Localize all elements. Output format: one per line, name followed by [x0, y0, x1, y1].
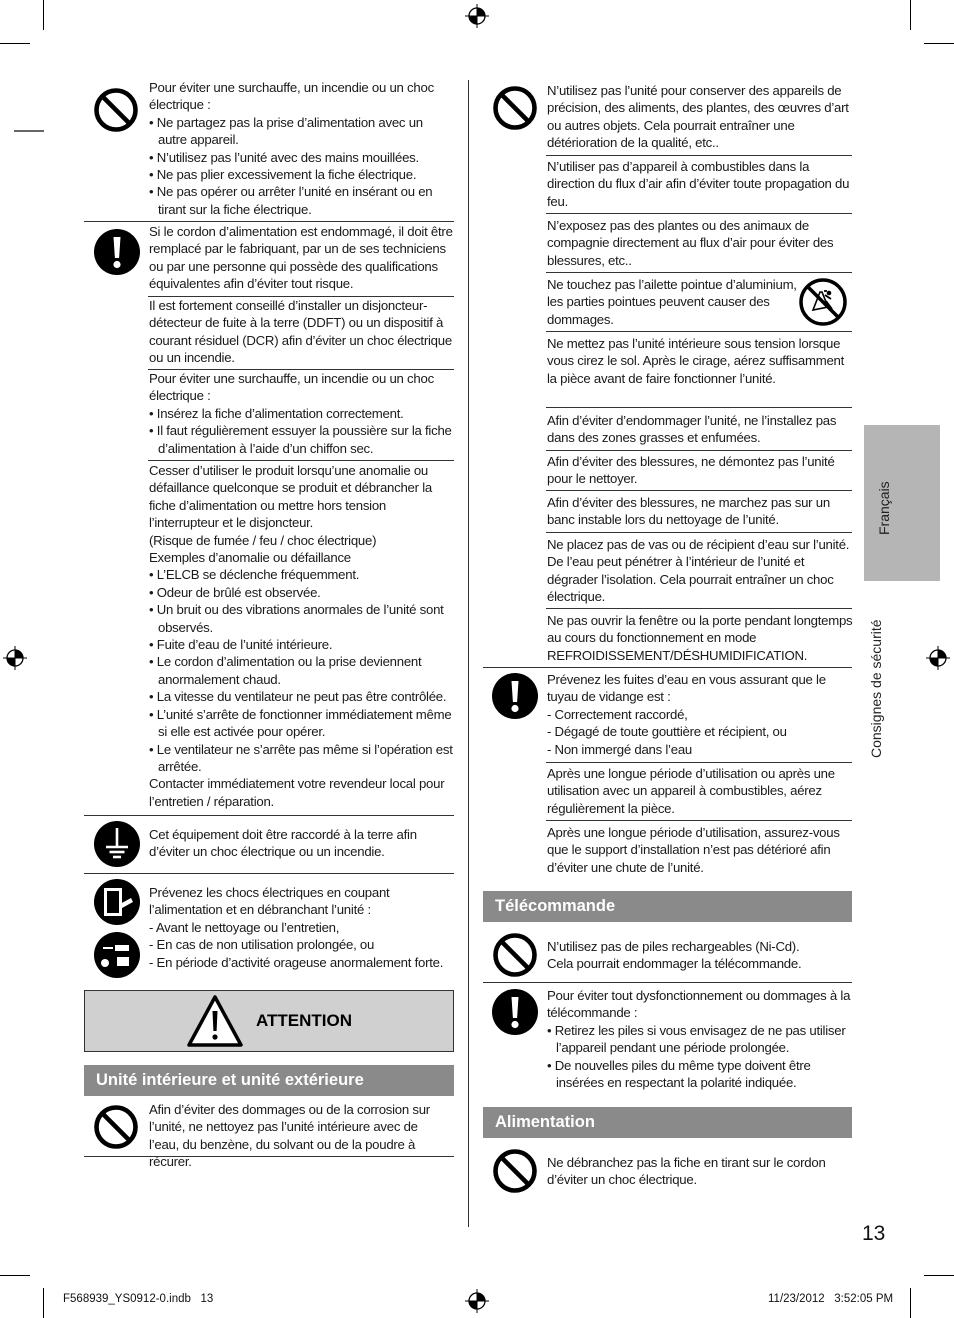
warning-text [149, 462, 454, 810]
crop-mark [43, 0, 44, 30]
divider [546, 532, 852, 533]
caution-text: Afin d’éviter des blessures, ne démontez pas l’unité pour le nettoyer. [547, 454, 835, 487]
bullet-item: • L’ELCB se déclenche fréquemment. [149, 567, 360, 583]
body-text: N’utilisez pas de piles rechargeables (Ni-Cd). [547, 939, 800, 954]
warning-text: Si le cordon d’alimentation est endommagé, il doit être remplacé par le fabriquant, par un de ses techniciens ou par une personne qui possède des qualifications équivalentes afin d’éviter tout risque. [149, 224, 453, 292]
warning-triangle-icon [186, 994, 244, 1048]
crop-mark [924, 43, 954, 44]
intro-text: Pour éviter tout dysfonctionnement ou dommages à la télécommande : [547, 988, 851, 1021]
caution-text: Afin d’éviter d’endommager l’unité, ne l’installez pas dans des zones grasses et enfumées. [547, 413, 837, 446]
bullet-item: • Le ventilateur ne s’arrête pas même si l’opération est arrêtée. [149, 741, 453, 774]
divider [148, 460, 454, 461]
side-tab-lang: Français [876, 481, 892, 535]
divider [84, 815, 454, 816]
section-header: Télécommande [483, 891, 852, 922]
bullet-item: • Odeur de brûlé est observée. [149, 584, 321, 600]
unplug-icon [93, 931, 141, 979]
intro-text: Prévenez les fuites d’eau en vous assurant que le tuyau de vidange est : [547, 672, 826, 705]
ground-icon [93, 820, 141, 868]
section-header: Unité intérieure et unité extérieure [84, 1065, 454, 1096]
divider [84, 221, 454, 222]
bullet-item: • N’utilisez pas l’unité avec des mains mouillées. [149, 149, 419, 165]
caution-text: N’exposez pas des plantes ou des animaux de compagnie directement au flux d’air pour éviter des blessures, etc.. [547, 218, 834, 268]
bullet-item: • Fuite d’eau de l’unité intérieure. [149, 637, 333, 653]
caution-text: Ne débranchez pas la fiche en tirant sur le cordon d’éviter un choc électrique. [547, 1155, 826, 1188]
caution-text: Ne placez pas de vas ou de récipient d’eau sur l’unité. De l’eau peut pénétrer à l’intérieur de l’unité et dégrader l’isolation. Cela pourrait entraîner un choc électrique. [547, 537, 850, 605]
margin-dash [14, 130, 44, 132]
caution-text: Après une longue période d’utilisation, assurez-vous que le support d’installation n’est pas détérioré afin d’éviter une chute de l’unité. [547, 825, 840, 875]
bullet-item: • L’unité s’arrête de fonctionner immédiatement même si elle est activée pour opérer. [149, 706, 452, 740]
bullet-item: • Ne partagez pas la prise d’alimentation avec un autre appareil. [149, 114, 423, 148]
crop-mark [910, 1288, 911, 1318]
prohibition-icon [491, 931, 539, 979]
registration-mark-icon [3, 646, 27, 670]
page-number: 13 [862, 1222, 886, 1245]
divider [546, 450, 852, 451]
divider [84, 1156, 454, 1157]
prohibition-icon [491, 1147, 539, 1195]
list-line: - Correctement raccordé, [547, 706, 688, 722]
prohibition-icon [92, 86, 140, 134]
list-line: - Dégagé de toute gouttière et récipient, ou [547, 724, 787, 740]
list-line: - En cas de non utilisation prolongée, ou [149, 937, 375, 953]
warning-text [149, 370, 454, 457]
divider [84, 873, 454, 874]
bullet-item: • Ne pas opérer ou arrêter l’unité en insérant ou en tirant sur la fiche électrique. [149, 184, 433, 217]
body-text: (Risque de fumée / feu / choc électrique) [149, 532, 377, 548]
body-text: Exemples d’anomalie ou défaillance [149, 550, 351, 566]
caution-text: Ne mettez pas l’unité intérieure sous tension lorsque vous cirez le sol. Après le cirage, aérez suffisamment la pièce avant de faire fonctionner l’unité. [547, 336, 845, 386]
divider [483, 667, 852, 668]
registration-mark-icon [926, 646, 950, 670]
registration-mark-icon [465, 4, 489, 28]
divider [546, 490, 852, 491]
caution-text: Afin d’éviter des dommages ou de la corrosion sur l’unité, ne nettoyez pas l’unité intérieure avec de l’eau, du benzène, du solvant ou de la poudre à récurer. [149, 1102, 430, 1170]
divider [546, 608, 852, 609]
caution-text: Ne touchez pas l’ailette pointue d’aluminium, les parties pointues peuvent causer des dommages. [547, 277, 797, 327]
warning-text [149, 884, 449, 971]
unplug-icon [93, 878, 141, 926]
side-tab-section: Consignes de sécurité [868, 619, 884, 758]
prohibition-icon [491, 84, 539, 132]
warning-text [149, 79, 455, 218]
caution-text: Afin d’éviter des blessures, ne marchez pas sur un banc instable lors du nettoyage de l’unité. [547, 495, 830, 528]
divider [546, 155, 852, 156]
caution-text: Après une longue période d’utilisation ou après une utilisation avec un appareil à combustibles, aérez régulièrement la pièce. [547, 766, 835, 816]
divider [483, 982, 852, 983]
body-text: Cela pourrait endommager la télécommande. [547, 956, 802, 972]
column-divider [468, 80, 469, 1227]
bullet-item: • La vitesse du ventilateur ne peut pas être contrôlée. [149, 689, 447, 705]
divider [546, 762, 852, 763]
bullet-item: • Ne pas plier excessivement la fiche électrique. [149, 167, 417, 183]
divider [546, 407, 852, 408]
footer-file: F568939_YS0912-0.indb 13 [63, 1293, 214, 1305]
intro-text: Prévenez les chocs électriques en coupant l’alimentation et en débranchant l’unité : [149, 885, 390, 918]
mandatory-icon [491, 672, 539, 720]
caution-text [547, 938, 853, 973]
caution-text: N’utiliser pas d’appareil à combustibles dans la direction du flux d’air afin d’éviter toute propagation du feu. [547, 159, 850, 209]
caution-text: Ne pas ouvrir la fenêtre ou la porte pendant longtemps au cours du fonctionnement en mode REFROIDISSEMENT/DÉSHUMIDIFICATION. [547, 613, 853, 663]
crop-mark [910, 0, 911, 30]
warning-text: Il est fortement conseillé d’installer un disjoncteur-détecteur de fuite à la terre (DDFT) ou un dispositif à courant résiduel (DCR) afin d’éviter un choc électrique ou un incendie. [149, 298, 452, 366]
divider [546, 331, 852, 332]
bullet-item: • Retirez les piles si vous envisagez de ne pas utiliser l’appareil pendant une période prolongée. [547, 1022, 846, 1056]
intro-text: Pour éviter une surchauffe, un incendie ou un choc électrique : [149, 80, 434, 113]
footer-date: 11/23/2012 3:52:05 PM [768, 1293, 894, 1305]
divider [546, 820, 852, 821]
crop-mark [0, 43, 30, 44]
prohibition-icon [92, 1103, 140, 1151]
attention-label: ATTENTION [256, 1011, 353, 1030]
body-text: Cesser d’utiliser le produit lorsqu’une anomalie ou défaillance quelconque se produit et débrancher la fiche d’alimentation ou mettre hors tension l’interrupteur et le disjoncteur. [149, 463, 432, 531]
intro-text: Pour éviter une surchauffe, un incendie ou un choc électrique : [149, 371, 434, 404]
bullet-item: • Un bruit ou des vibrations anormales de l’unité sont observés. [149, 602, 444, 635]
sharp-fin-icon [798, 277, 848, 327]
list-line: - Non immergé dans l’eau [547, 741, 692, 757]
section-header: Alimentation [483, 1107, 852, 1138]
mandatory-icon [491, 988, 539, 1036]
divider [546, 213, 852, 214]
list-line: - En période d’activité orageuse anormalement forte. [149, 954, 444, 970]
caution-text [547, 987, 853, 1091]
body-text: Contacter immédiatement votre revendeur local pour l’entretien / réparation. [149, 776, 445, 809]
divider [546, 272, 852, 273]
bullet-item: • Il faut régulièrement essuyer la poussière sur la fiche d’alimentation à l’aide d’un chiffon sec. [149, 423, 452, 456]
crop-mark [0, 1275, 30, 1276]
list-line: - Avant le nettoyage ou l’entretien, [149, 919, 340, 935]
bullet-item: • De nouvelles piles du même type doivent être insérées en respectant la polarité indiquée. [547, 1057, 811, 1091]
crop-mark [924, 1275, 954, 1276]
registration-mark-icon [465, 1289, 489, 1313]
caution-text: N’utilisez pas l’unité pour conserver des appareils de précision, des aliments, des plantes, des œuvres d’art ou autres objets. Cela pourrait entraîner une détérioration de la qualité, etc.. [547, 83, 849, 151]
caution-text [547, 671, 853, 758]
bullet-item: • Insérez la fiche d’alimentation correctement. [149, 405, 404, 421]
warning-text: Cet équipement doit être raccordé à la terre afin d’éviter un choc électrique ou un incendie. [149, 827, 417, 860]
crop-mark [43, 1288, 44, 1318]
bullet-item: • Le cordon d’alimentation ou la prise deviennent anormalement chaud. [149, 654, 422, 687]
mandatory-icon [93, 228, 141, 276]
